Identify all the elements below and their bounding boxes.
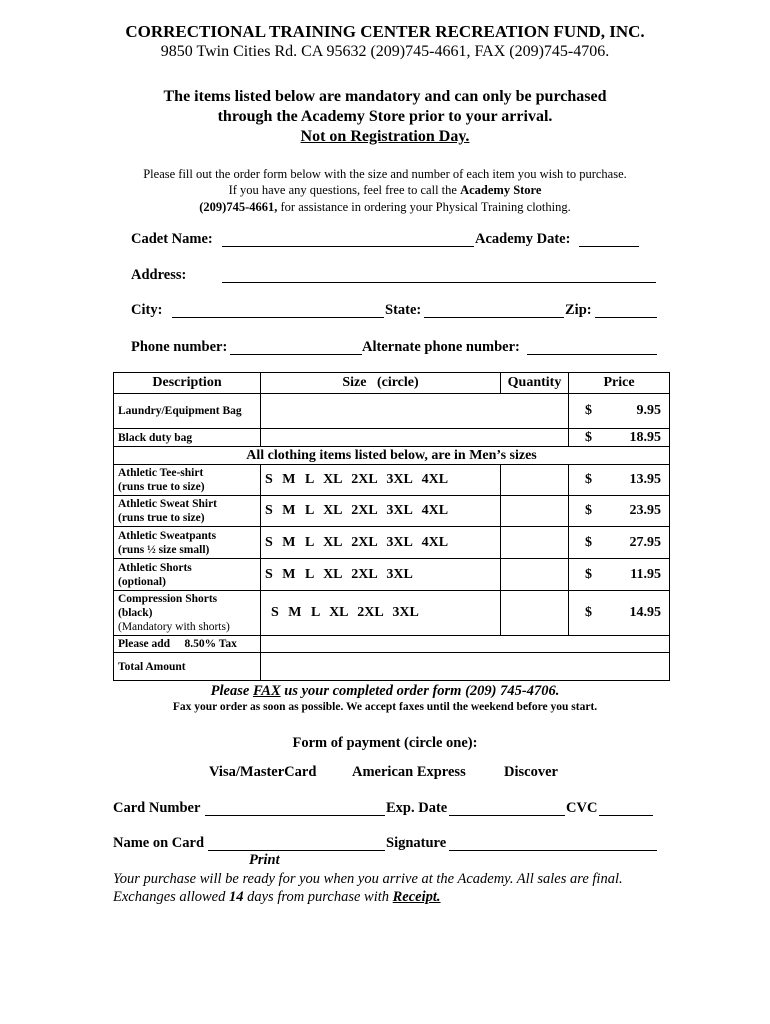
- cvc-field[interactable]: [599, 815, 653, 816]
- state-field[interactable]: [424, 317, 564, 318]
- item-price: $ 18.95: [569, 429, 670, 447]
- address-label: Address:: [131, 267, 187, 283]
- table-row: [114, 527, 670, 559]
- payment-option-discover[interactable]: Discover: [504, 764, 558, 780]
- print-hint: Print: [249, 852, 280, 868]
- payment-title: Form of payment (circle one):: [292, 735, 478, 751]
- alt-phone-field[interactable]: [527, 354, 657, 355]
- intro-line-1: Please fill out the order form below with the size and number of each item you wish to purchase.: [143, 167, 627, 181]
- item-description: Athletic Tee-shirt (runs true to size): [114, 465, 261, 496]
- table-header-row: [114, 373, 670, 394]
- payment-option-amex[interactable]: American Express: [352, 764, 466, 780]
- header-quantity: Quantity: [501, 373, 569, 394]
- table-row: [114, 394, 670, 429]
- tax-amount-cell[interactable]: [261, 636, 670, 653]
- order-table: [113, 372, 670, 681]
- address-field[interactable]: [222, 282, 656, 283]
- table-row: [114, 591, 670, 636]
- phone-field[interactable]: [230, 354, 362, 355]
- size-options[interactable]: S M L XL 2XL 3XL: [261, 591, 501, 636]
- header-price: Price: [569, 373, 670, 394]
- total-amount-cell[interactable]: [261, 653, 670, 681]
- item-price: $ 27.95: [569, 527, 670, 559]
- total-label: Total Amount: [114, 653, 261, 681]
- exp-date-field[interactable]: [449, 815, 565, 816]
- item-quantity-cell[interactable]: [261, 394, 569, 429]
- size-options[interactable]: S M L XL 2XL 3XL 4XL: [261, 527, 501, 559]
- tax-label: Please add 8.50% Tax: [114, 636, 261, 653]
- name-on-card-field[interactable]: [208, 850, 385, 851]
- mens-sizes-note: All clothing items listed below, are in Men’s sizes: [114, 447, 670, 465]
- signature-label: Signature: [386, 835, 447, 851]
- notice-line-2: through the Academy Store prior to your arrival.: [217, 108, 553, 125]
- size-options[interactable]: S M L XL 2XL 3XL 4XL: [261, 465, 501, 496]
- academy-date-label: Academy Date:: [475, 231, 571, 247]
- exp-date-label: Exp. Date: [386, 800, 448, 816]
- name-on-card-label: Name on Card: [113, 835, 205, 851]
- item-price: $ 13.95: [569, 465, 670, 496]
- cadet-name-field[interactable]: [222, 246, 474, 247]
- quantity-cell[interactable]: [501, 559, 569, 591]
- item-quantity-cell[interactable]: [261, 429, 569, 447]
- notice-line-1: The items listed below are mandatory and can only be purchased: [163, 88, 607, 105]
- item-price: $ 23.95: [569, 496, 670, 527]
- quantity-cell[interactable]: [501, 527, 569, 559]
- item-description: Athletic Shorts (optional): [114, 559, 261, 591]
- academy-date-field[interactable]: [579, 246, 639, 247]
- table-row: [114, 465, 670, 496]
- item-description: Athletic Sweatpants (runs ½ size small): [114, 527, 261, 559]
- card-number-field[interactable]: [205, 815, 385, 816]
- org-address: 9850 Twin Cities Rd. CA 95632 (209)745-4661, FAX (209)745-4706.: [160, 43, 610, 60]
- intro-line-2: If you have any questions, feel free to call the Academy Store: [228, 183, 542, 197]
- tax-row: [114, 636, 670, 653]
- table-row: [114, 559, 670, 591]
- item-price: $ 11.95: [569, 559, 670, 591]
- city-field[interactable]: [172, 317, 384, 318]
- header-size: Size (circle): [261, 373, 501, 394]
- org-title: CORRECTIONAL TRAINING CENTER RECREATION FUND, INC.: [125, 22, 645, 41]
- footer-line-1: Your purchase will be ready for you when you arrive at the Academy. All sales are final.: [113, 871, 623, 887]
- fax-deadline: Fax your order as soon as possible. We accept faxes until the weekend before you start.: [172, 701, 598, 713]
- quantity-cell[interactable]: [501, 591, 569, 636]
- size-options[interactable]: S M L XL 2XL 3XL: [261, 559, 501, 591]
- table-row: [114, 496, 670, 527]
- header-description: Description: [114, 373, 261, 394]
- item-description: Compression Shorts (black) (Mandatory with shorts): [114, 591, 261, 636]
- item-price: $ 9.95: [569, 394, 670, 429]
- phone-label: Phone number:: [131, 339, 228, 355]
- quantity-cell[interactable]: [501, 465, 569, 496]
- quantity-cell[interactable]: [501, 496, 569, 527]
- section-note-row: [114, 447, 670, 465]
- intro-line-3: (209)745-4661, for assistance in ordering your Physical Training clothing.: [199, 200, 571, 214]
- item-description: Laundry/Equipment Bag: [114, 394, 261, 429]
- table-row: [114, 429, 670, 447]
- notice-line-3: Not on Registration Day.: [300, 128, 470, 145]
- state-label: State:: [385, 302, 422, 318]
- size-options[interactable]: S M L XL 2XL 3XL 4XL: [261, 496, 501, 527]
- footer-line-2: Exchanges allowed 14 days from purchase with Receipt.: [113, 889, 441, 905]
- zip-label: Zip:: [565, 302, 592, 318]
- fax-notice: Please FAX us your completed order form (209) 745-4706.: [210, 683, 560, 699]
- city-label: City:: [131, 302, 163, 318]
- item-price: $ 14.95: [569, 591, 670, 636]
- signature-field[interactable]: [449, 850, 657, 851]
- zip-field[interactable]: [595, 317, 657, 318]
- card-number-label: Card Number: [113, 800, 201, 816]
- total-row: [114, 653, 670, 681]
- item-description: Black duty bag: [114, 429, 261, 447]
- cvc-label: CVC: [566, 800, 598, 816]
- alt-phone-label: Alternate phone number:: [362, 339, 520, 355]
- item-description: Athletic Sweat Shirt (runs true to size): [114, 496, 261, 527]
- cadet-name-label: Cadet Name:: [131, 231, 213, 247]
- payment-option-visa[interactable]: Visa/MasterCard: [209, 764, 317, 780]
